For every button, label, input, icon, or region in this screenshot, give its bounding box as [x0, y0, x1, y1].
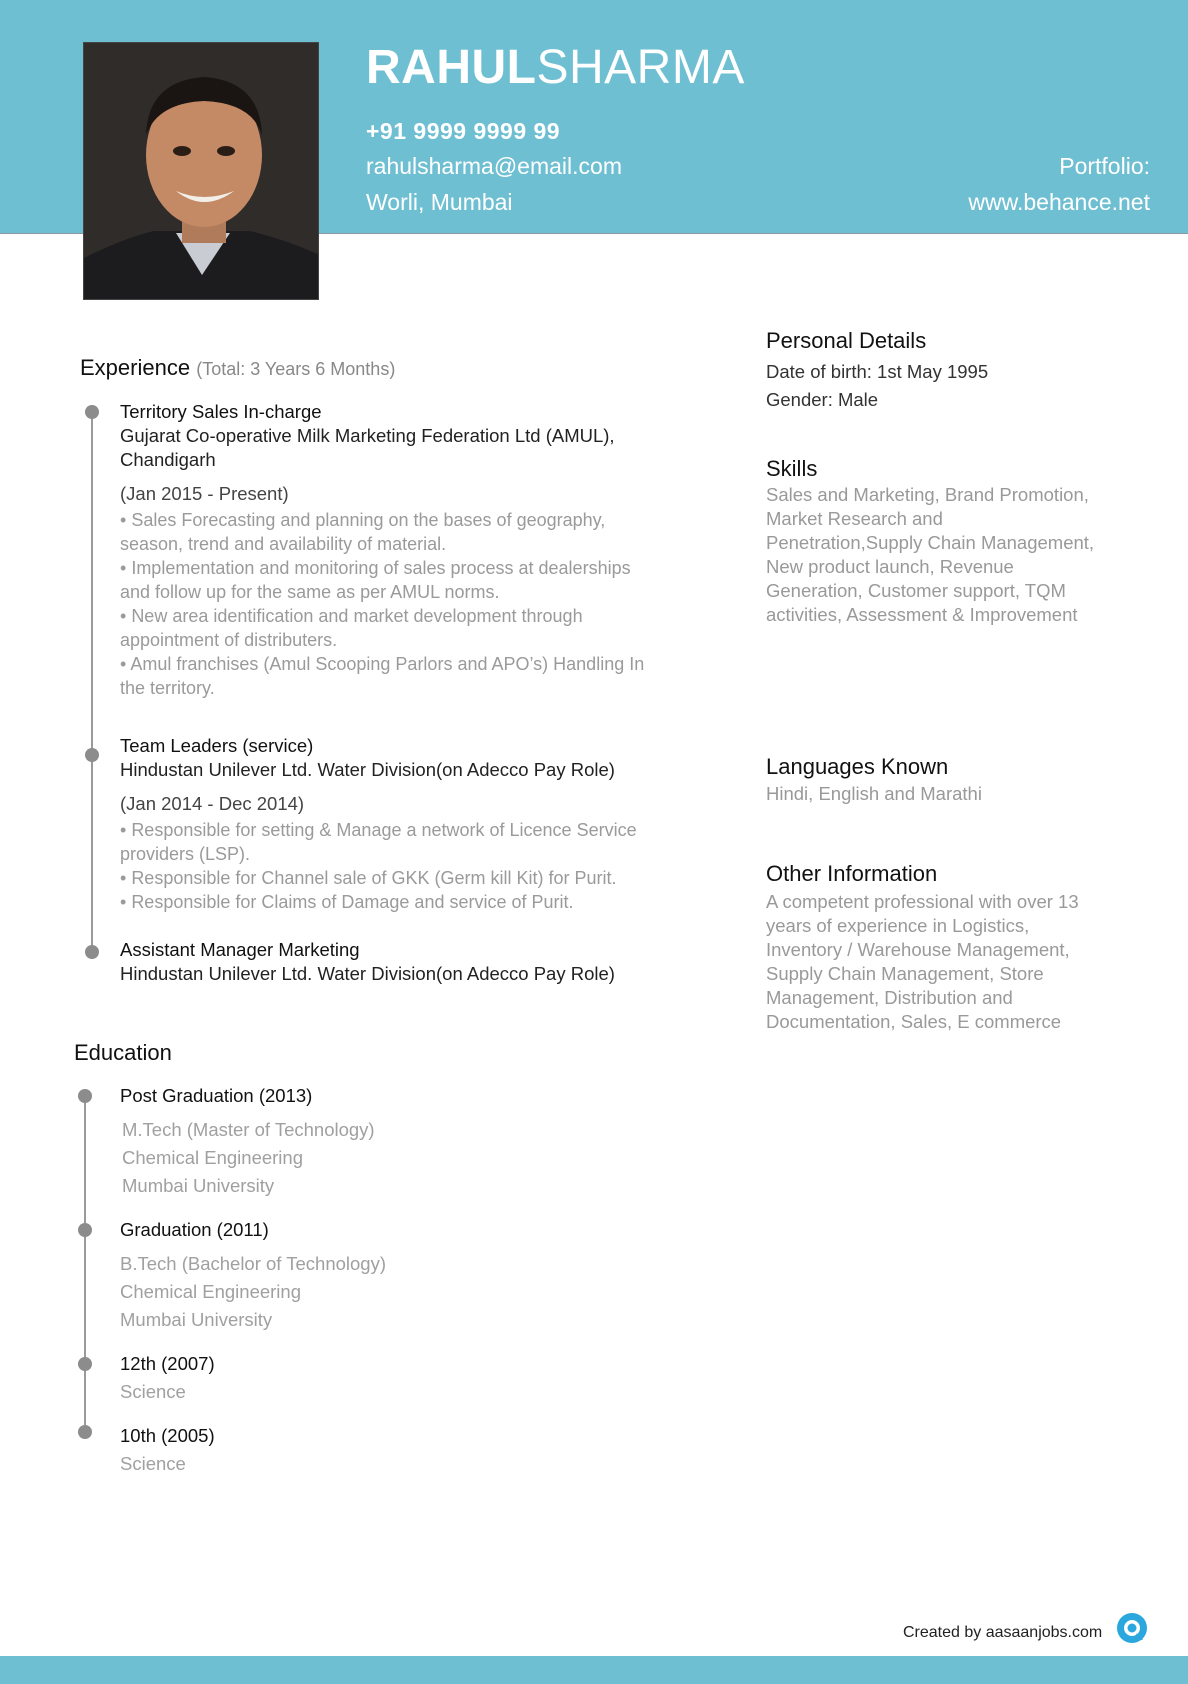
- languages-heading: Languages Known: [766, 754, 949, 779]
- timeline-dot: [78, 1425, 92, 1439]
- portfolio-link[interactable]: www.behance.net: [968, 189, 1150, 215]
- email-address[interactable]: rahulsharma@email.com: [366, 153, 622, 179]
- education-detail: Chemical Engineering: [122, 1147, 303, 1168]
- job-role: Team Leaders (service): [120, 735, 314, 756]
- education-detail: Science: [120, 1381, 186, 1402]
- job-organization: Hindustan Unilever Ltd. Water Division(on Adecco Pay Role): [120, 759, 615, 780]
- job-role: Territory Sales In-charge: [120, 401, 322, 422]
- education-heading-item: 12th (2007): [120, 1353, 215, 1374]
- education-detail: B.Tech (Bachelor of Technology): [120, 1253, 387, 1274]
- timeline-dot: [78, 1089, 92, 1103]
- education-timeline: [84, 1096, 86, 1436]
- job-responsibilities: [120, 818, 665, 914]
- portfolio-label: Portfolio:: [1059, 153, 1150, 179]
- bullet-item: • Sales Forecasting and planning on the bases of geography, season, trend and availability of material.: [120, 510, 606, 554]
- education-heading-item: 10th (2005): [120, 1425, 215, 1446]
- job-dates: (Jan 2014 - Dec 2014): [120, 793, 305, 814]
- education-detail: Chemical Engineering: [120, 1281, 301, 1302]
- first-name: RAHUL: [366, 41, 537, 94]
- last-name: SHARMA: [536, 41, 745, 94]
- location: Worli, Mumbai: [366, 189, 513, 215]
- phone-number: +91 9999 9999 99: [366, 118, 561, 144]
- personal-details-heading: Personal Details: [766, 328, 927, 353]
- bullet-item: • Amul franchises (Amul Scooping Parlors and APO’s) Handling In the territory.: [120, 654, 645, 698]
- job-organization: Gujarat Co-operative Milk Marketing Federation Ltd (AMUL), Chandigarh: [120, 425, 615, 470]
- bullet-item: • Responsible for setting & Manage a network of Licence Service providers (LSP).: [120, 820, 637, 864]
- date-of-birth: Date of birth: 1st May 1995: [766, 361, 989, 382]
- education-detail: Science: [120, 1453, 186, 1474]
- education-detail: Mumbai University: [122, 1175, 275, 1196]
- portrait-illustration: [84, 43, 319, 300]
- skills-list: Sales and Marketing, Brand Promotion, Market Research and Penetration,Supply Chain Management, New product launch, Revenue Generation, Customer support, TQM activities, Assessment & Improvement: [766, 484, 1095, 625]
- education-heading-item: Graduation (2011): [120, 1219, 269, 1240]
- experience-total: (Total: 3 Years 6 Months): [196, 359, 396, 379]
- education-detail: M.Tech (Master of Technology): [122, 1119, 375, 1140]
- timeline-dot: [85, 945, 99, 959]
- timeline-dot: [78, 1223, 92, 1237]
- timeline-dot: [78, 1357, 92, 1371]
- gender: Gender: Male: [766, 389, 879, 410]
- aasaanjobs-logo-icon: [1116, 1612, 1148, 1644]
- job-responsibilities: [120, 508, 665, 700]
- bullet-item: • Responsible for Channel sale of GKK (Germ kill Kit) for Purit.: [120, 868, 617, 888]
- footer-band: [0, 1656, 1188, 1684]
- experience-title: Experience: [80, 355, 191, 380]
- education-heading: Education: [74, 1040, 172, 1065]
- other-information-text: A competent professional with over 13 years of experience in Logistics, Inventory / Warehouse Management, Supply Chain Management, Store Management, Distribution and Documentation, Sales, E commerce: [766, 891, 1079, 1032]
- job-organization: Hindustan Unilever Ltd. Water Division(on Adecco Pay Role): [120, 963, 615, 984]
- bullet-item: • Responsible for Claims of Damage and service of Purit.: [120, 892, 574, 912]
- languages-list: Hindi, English and Marathi: [766, 783, 982, 804]
- job-dates: (Jan 2015 - Present): [120, 483, 289, 504]
- candidate-name: [366, 40, 745, 95]
- experience-heading: [80, 355, 395, 381]
- job-role: Assistant Manager Marketing: [120, 939, 360, 960]
- experience-timeline: [91, 412, 93, 952]
- education-detail: Mumbai University: [120, 1309, 273, 1330]
- profile-photo: [83, 42, 319, 300]
- timeline-dot: [85, 748, 99, 762]
- skills-heading: Skills: [766, 456, 818, 481]
- bullet-item: • Implementation and monitoring of sales process at dealerships and follow up for the same as per AMUL norms.: [120, 558, 631, 602]
- timeline-dot: [85, 405, 99, 419]
- other-information-heading: Other Information: [766, 861, 938, 886]
- education-heading-item: Post Graduation (2013): [120, 1085, 313, 1106]
- bullet-item: • New area identification and market development through appointment of distributers.: [120, 606, 583, 650]
- creator-credit[interactable]: Created by aasaanjobs.com: [903, 1624, 1103, 1641]
